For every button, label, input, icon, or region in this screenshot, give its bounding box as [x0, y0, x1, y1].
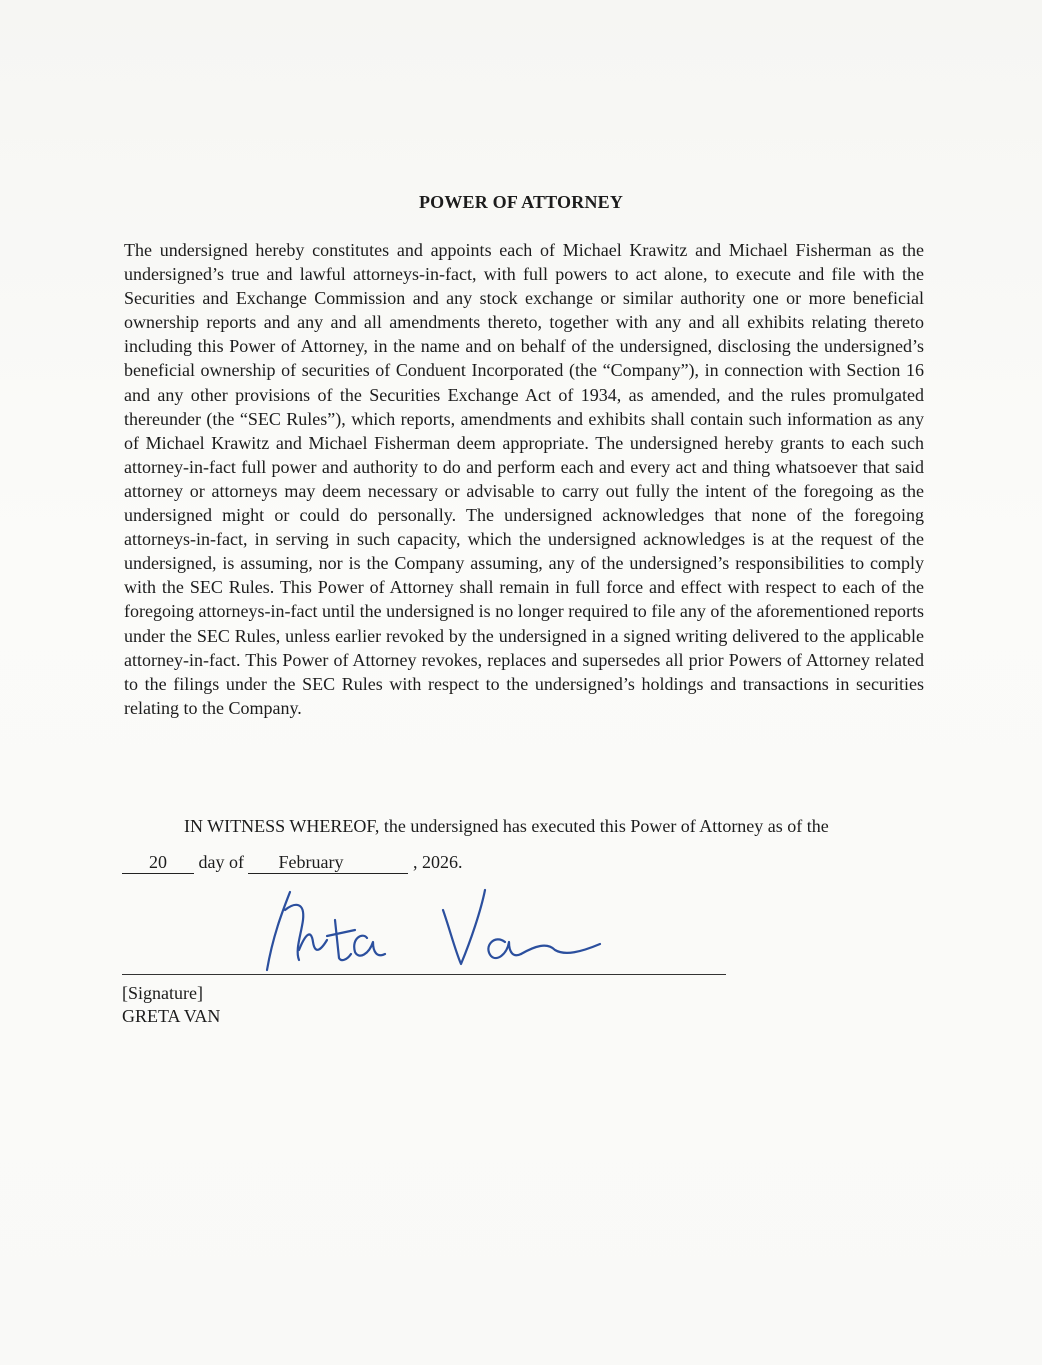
- signature-line: [122, 974, 726, 975]
- year-text: , 2026.: [412, 852, 463, 872]
- day-of-text: day of: [198, 852, 244, 872]
- month-blank: February: [248, 851, 408, 874]
- day-blank: 20: [122, 851, 194, 874]
- document-title: POWER OF ATTORNEY: [418, 192, 624, 212]
- witness-clause: IN WITNESS WHEREOF, the undersigned has executed this Power of Attorney as of the: [184, 816, 829, 836]
- signatory-name: GRETA VAN: [122, 1006, 221, 1026]
- signature-label: [Signature]: [122, 983, 203, 1003]
- execution-date-line: [122, 850, 462, 874]
- body-paragraph: The undersigned hereby constitutes and appoints each of Michael Krawitz and Michael Fisherman as the undersigned’s true and lawful attorneys-in-fact, with full powers to act alone, to execute and file with the Securities and Exchange Commission and any stock exchange or similar authority one or more beneficial ownership reports and any and all amendments thereto, together with any and all exhibits relating thereto including this Power of Attorney, in the name and on behalf of the undersigned, disclosing the undersigned’s beneficial ownership of securities of Conduent Incorporated (the “Company”), in connection with Section 16 and any other provisions of the Securities Exchange Act of 1934, as amended, and the rules promulgated thereunder (the “SEC Rules”), which reports, amendments and exhibits shall contain such information as any of Michael Krawitz and Michael Fisherman deem appropriate. The undersigned hereby grants to each such attorney-in-fact full power and authority to do and perform each and every act and thing whatsoever that said attorney or attorneys may deem necessary or advisable to carry out fully the intent of the foregoing as the undersigned might or could do personally. The undersigned acknowledges that none of the foregoing attorneys-in-fact, in serving in such capacity, which the undersigned acknowledges is at the request of the undersigned, is assuming, nor is the Company assuming, any of the undersigned’s responsibilities to comply with the SEC Rules. This Power of Attorney shall remain in full force and effect with respect to each of the foregoing attorneys-in-fact until the undersigned is no longer required to file any of the aforementioned reports under the SEC Rules, unless earlier revoked by the undersigned in a signed writing delivered to the applicable attorney-in-fact. This Power of Attorney revokes, replaces and supersedes all prior Powers of Attorney related to the filings under the SEC Rules with respect to the undersigned’s holdings and transactions in securities relating to the Company.: [124, 240, 924, 718]
- handwritten-signature: [255, 880, 615, 980]
